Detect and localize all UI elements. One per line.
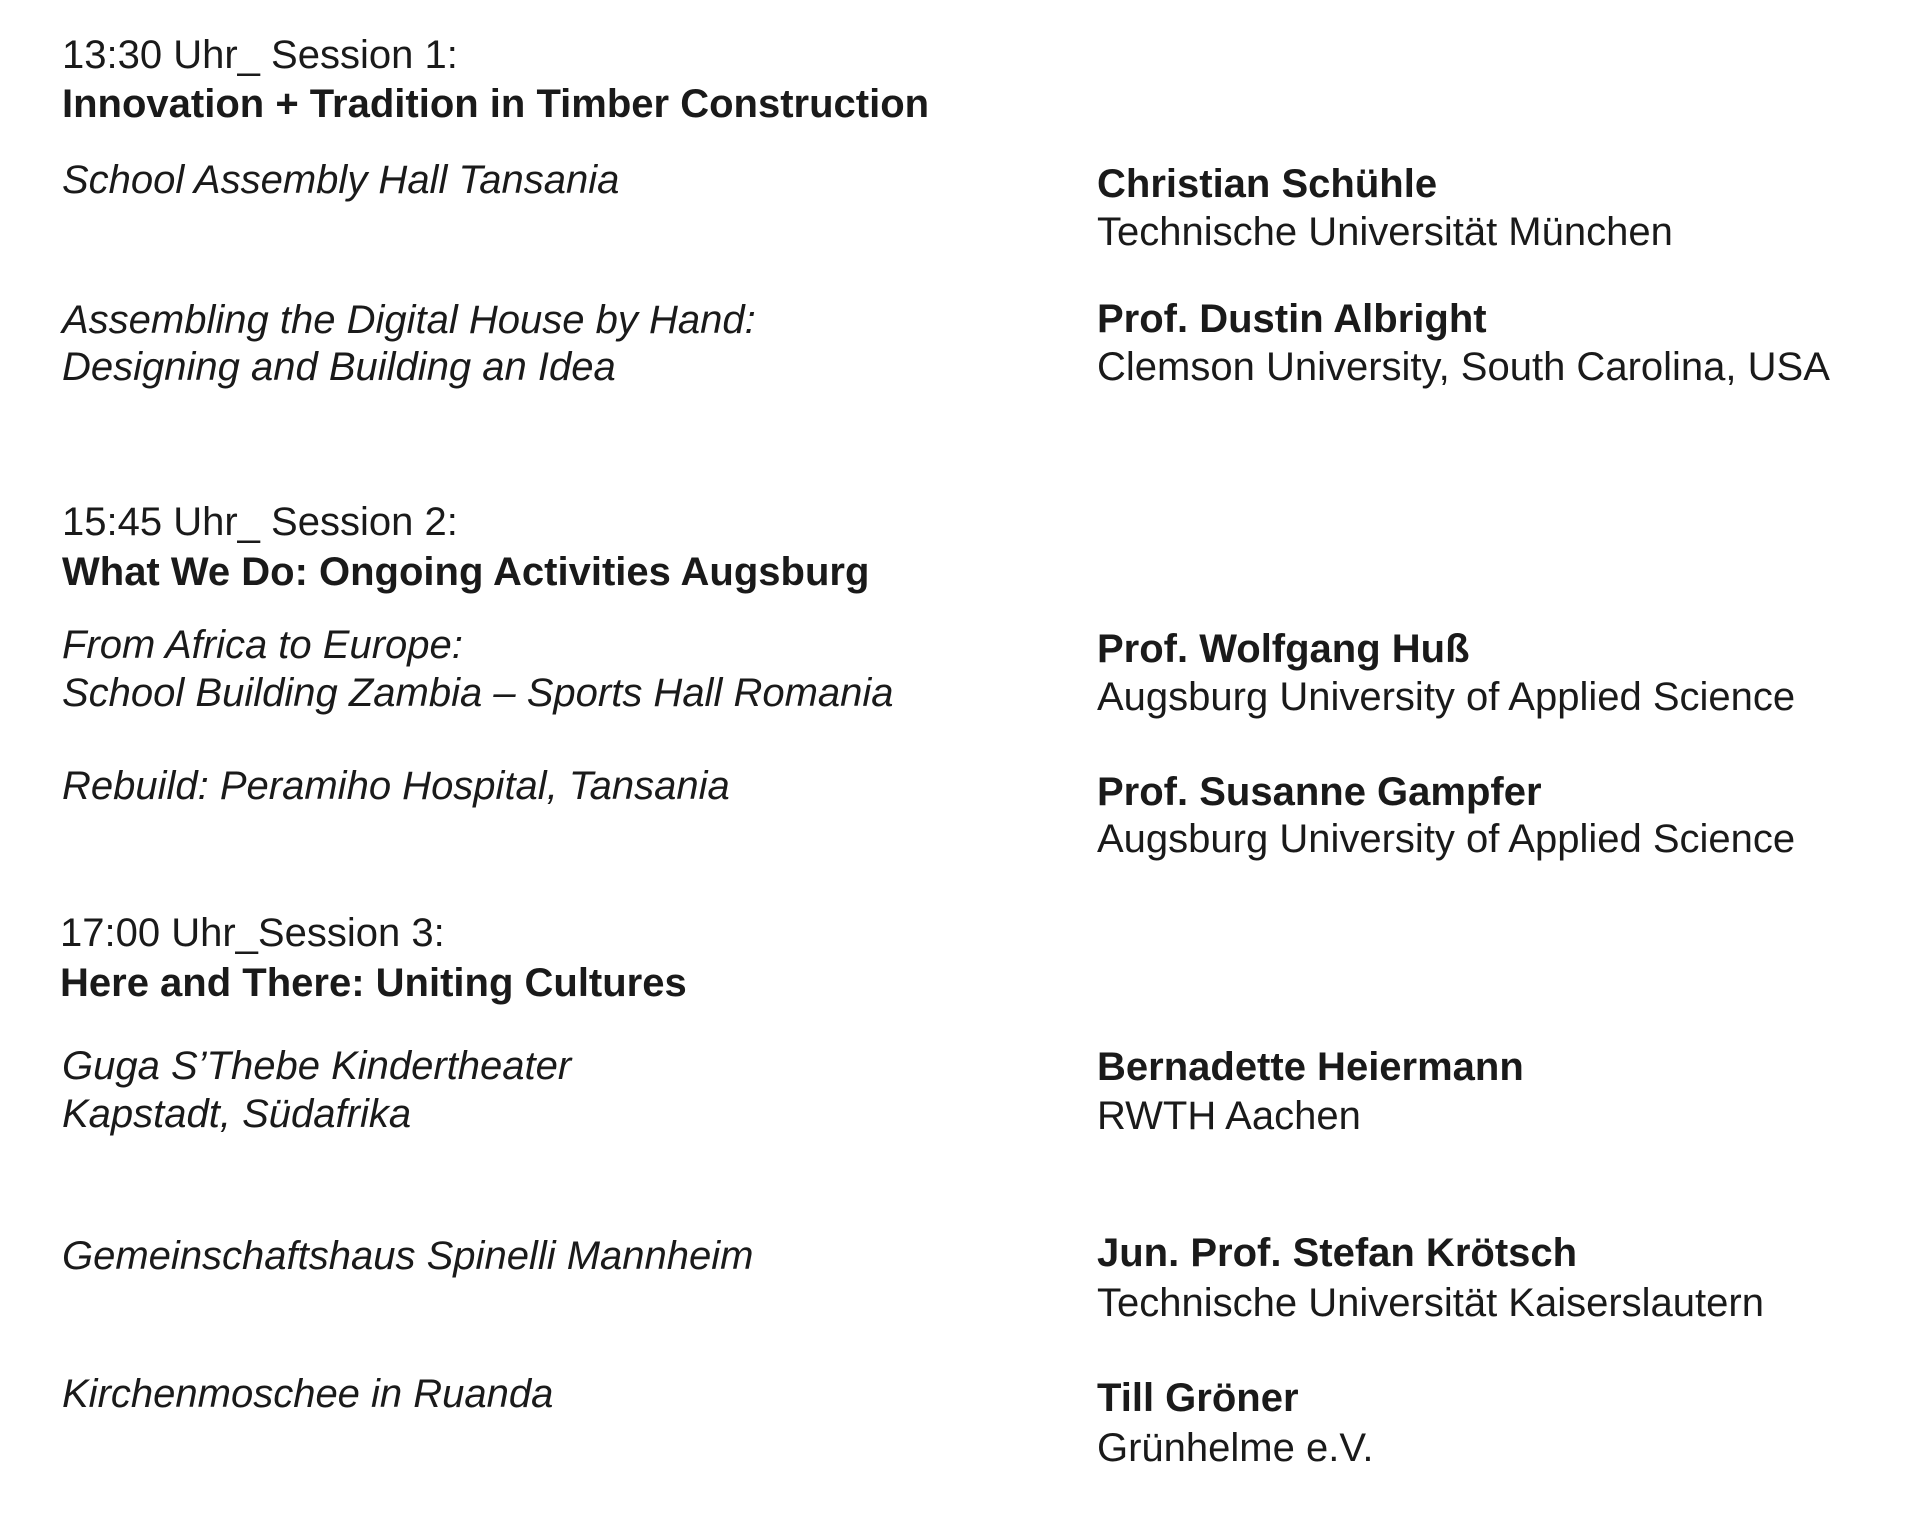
session-title: What We Do: Ongoing Activities Augsburg xyxy=(62,550,870,594)
speaker-name: Christian Schühle xyxy=(1097,162,1438,206)
speaker-name: Prof. Dustin Albright xyxy=(1097,297,1487,341)
session-title: Innovation + Tradition in Timber Construction xyxy=(62,82,930,126)
talk-title: School Assembly Hall Tansania xyxy=(62,158,620,202)
speaker-name: Prof. Wolfgang Huß xyxy=(1097,627,1470,671)
session-title: Here and There: Uniting Cultures xyxy=(60,961,687,1005)
talk-title: From Africa to Europe: xyxy=(62,623,463,667)
speaker-affiliation: Augsburg University of Applied Science xyxy=(1097,675,1796,719)
speaker-affiliation: Technische Universität München xyxy=(1097,210,1673,254)
talk-title: Kirchenmoschee in Ruanda xyxy=(62,1372,554,1416)
speaker-affiliation: Grünhelme e.V. xyxy=(1097,1426,1374,1470)
talk-title: Gemeinschaftshaus Spinelli Mannheim xyxy=(62,1234,754,1278)
speaker-affiliation: Clemson University, South Carolina, USA xyxy=(1097,345,1830,389)
session-time-label: 13:30 Uhr_ Session 1: xyxy=(62,33,458,77)
talk-title-line-2: Designing and Building an Idea xyxy=(62,345,616,389)
talk-title-line-2: Kapstadt, Südafrika xyxy=(62,1092,412,1136)
talk-title: Guga S’Thebe Kindertheater xyxy=(62,1044,572,1088)
session-time-label: 17:00 Uhr_Session 3: xyxy=(60,911,445,955)
speaker-name: Prof. Susanne Gampfer xyxy=(1097,770,1542,814)
speaker-name: Jun. Prof. Stefan Krötsch xyxy=(1097,1231,1578,1275)
speaker-name: Till Gröner xyxy=(1097,1376,1299,1420)
session-time-label: 15:45 Uhr_ Session 2: xyxy=(62,500,458,544)
speaker-affiliation: RWTH Aachen xyxy=(1097,1094,1361,1138)
speaker-affiliation: Technische Universität Kaiserslautern xyxy=(1097,1281,1764,1325)
talk-title: Assembling the Digital House by Hand: xyxy=(62,298,756,342)
talk-title-line-2: School Building Zambia – Sports Hall Romania xyxy=(62,671,894,715)
speaker-affiliation: Augsburg University of Applied Science xyxy=(1097,817,1796,861)
speaker-name: Bernadette Heiermann xyxy=(1097,1045,1524,1089)
talk-title: Rebuild: Peramiho Hospital, Tansania xyxy=(62,764,730,808)
